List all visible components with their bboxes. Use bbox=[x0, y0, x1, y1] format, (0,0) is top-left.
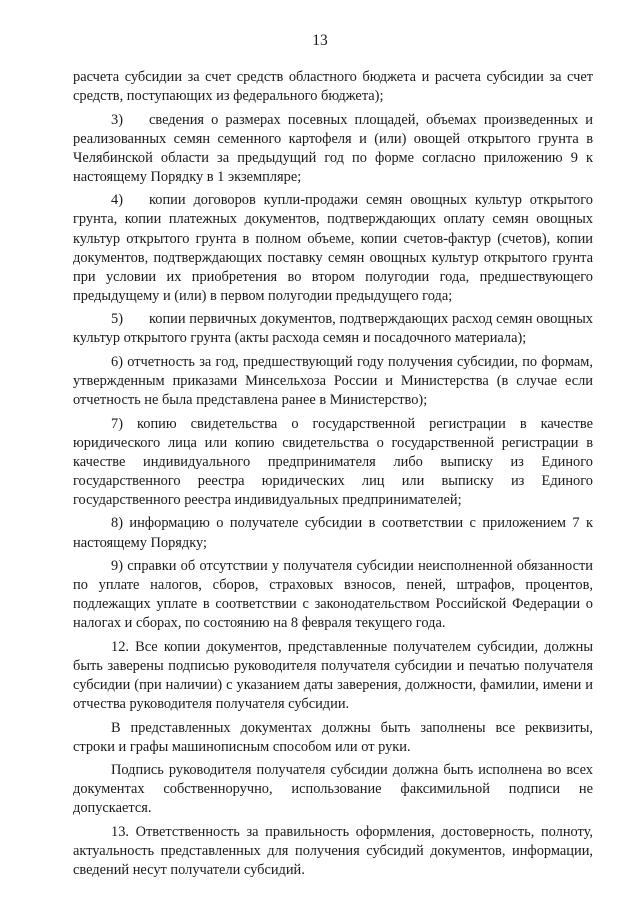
paragraph-text: копии первичных документов, подтверждающих расход семян овощных культур открытого грунта (акты расхода семян и посадочного материала); bbox=[73, 311, 593, 347]
paragraph-item-7: 7) копию свидетельства о государственной регистрации в качестве юридического лица или копию свидетельства о государственной регистрации в качестве индивидуального предпринимателя либо выписку из Единого государственного реестра юридических лиц или выписку из Единого государственного реестра индивидуальных предпринимателей; bbox=[73, 415, 593, 508]
paragraph-requisites: В представленных документах должны быть заполнены все реквизиты, строки и графы машинописным способом или от руки. bbox=[73, 719, 593, 755]
item-number: 3) bbox=[111, 111, 123, 128]
paragraph-clause-13: 13. Ответственность за правильность оформления, достоверность, полноту, актуальность представленных для получения субсидий документов, информации, сведений несут получатели субсидий. bbox=[73, 823, 593, 878]
paragraph-item-9: 9) справки об отсутствии у получателя субсидии неисполненной обязанности по уплате налогов, сборов, страховых взносов, пеней, штрафов, процентов, подлежащих уплате в соответствии с законодательством Российской Федерации о налогах и сборах, по состоянию на 8 февраля текущего года. bbox=[73, 557, 593, 632]
paragraph-text: сведения о размерах посевных площадей, объемах произведенных и реализованных семян семенного картофеля и (или) овощей открытого грунта в Челябинской области за предыдущий год по форме согласно приложению 9 к настоящему Порядку в 1 экземпляре; bbox=[73, 111, 593, 185]
page-number: 13 bbox=[312, 32, 328, 49]
paragraph-text: копии договоров купли-продажи семян овощных культур открытого грунта, копии платежных документов, подтверждающих оплату семян овощных культур открытого грунта в полном объеме, копии счетов-фактур (счетов), копии документов, подтверждающих поставку семян овощных культур открытого грунта при условии их приобретения во втором полугодии года, предшествующего предыдущему и (или) в первом полугодии предыдущего года; bbox=[73, 192, 593, 304]
paragraph-item-5 bbox=[73, 310, 593, 348]
paragraph-signature-rule: Подпись руководителя получателя субсидии должна быть исполнена во всех документах собственноручно, использование факсимильной подписи не допускается. bbox=[73, 762, 593, 817]
paragraph-clause-12: 12. Все копии документов, представленные получателем субсидии, должны быть заверены подписью руководителя получателя субсидии и печатью получателя субсидии (при наличии) с указанием даты заверения, должности, фамилии, имени и отчества руководителя получателя субсидии. bbox=[73, 638, 593, 713]
item-number: 5) bbox=[111, 311, 123, 328]
paragraph-continuation: расчета субсидии за счет средств областного бюджета и расчета субсидии за счет средств, поступающих из федерального бюджета); bbox=[73, 69, 593, 105]
document-body bbox=[73, 68, 593, 884]
item-number: 4) bbox=[111, 192, 123, 209]
paragraph-item-6: 6) отчетность за год, предшествующий году получения субсидии, по формам, утвержденным приказами Минсельхоза России и Министерства (в случае если отчетность не была представлена ранее в Министерство); bbox=[73, 353, 593, 409]
paragraph-item-3 bbox=[73, 111, 593, 187]
paragraph-item-8: 8) информацию о получателе субсидии в соответствии с приложением 7 к настоящему Порядку; bbox=[73, 515, 593, 551]
paragraph-item-4 bbox=[73, 191, 593, 306]
